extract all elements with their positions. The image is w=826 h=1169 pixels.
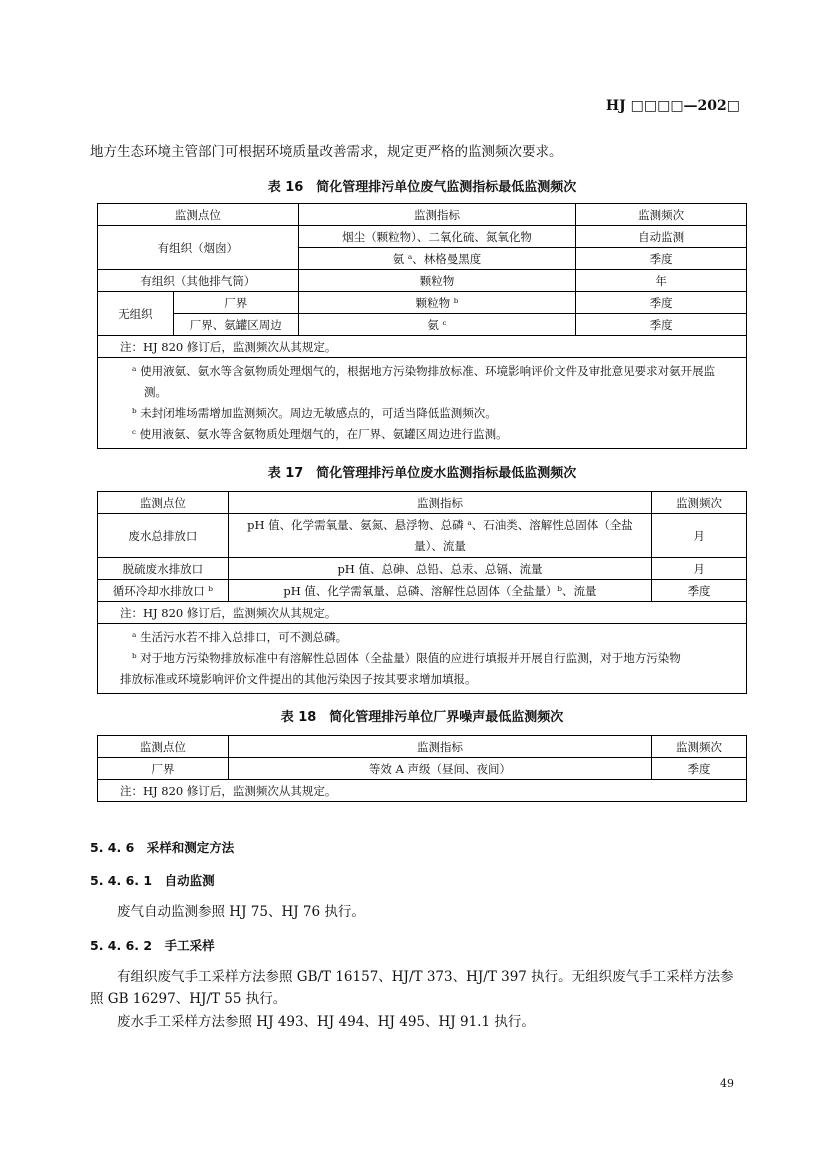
table-header-row: [98, 204, 747, 226]
header-cell: 监测点位: [98, 736, 229, 758]
frequency-cell: 月: [652, 558, 747, 580]
location-cell: 有组织（烟囱）: [98, 226, 299, 270]
table17: [97, 491, 747, 694]
frequency-cell: 年: [576, 270, 747, 292]
indicator-cell: 颗粒物 ᵇ: [298, 292, 576, 314]
table16-caption: 表 16 简化管理排污单位废气监测指标最低监测频次: [267, 180, 577, 195]
table-footnote-row: [98, 624, 747, 694]
frequency-cell: 月: [652, 514, 747, 558]
indicator-cell: 氨 ᵃ、林格曼黑度: [298, 248, 576, 270]
indicator-cell: pH 值、化学需氧量、总磷、溶解性总固体（全盐量）ᵇ、流量: [228, 580, 651, 602]
header-cell: 监测指标: [298, 204, 576, 226]
header-cell: 监测频次: [652, 492, 747, 514]
table-header-row: [98, 492, 747, 514]
section-heading-5-4-6-1: 5. 4. 6. 1 自动监测: [90, 873, 215, 888]
paragraph-manual-sampling-water: 废水手工采样方法参照 HJ 493、HJ 494、HJ 495、HJ 91.1 执行。: [117, 1014, 535, 1030]
sub-location-cell: 厂界: [173, 292, 298, 314]
table-header-row: [98, 736, 747, 758]
table-note: 注：HJ 820 修订后，监测频次从其规定。: [98, 336, 747, 358]
table-row: [98, 314, 747, 336]
table-note: 注：HJ 820 修订后，监测频次从其规定。: [98, 602, 747, 624]
location-cell: 脱硫废水排放口: [98, 558, 229, 580]
frequency-cell: 季度: [576, 292, 747, 314]
footnote-a: ᵃ 使用液氨、氨水等含氨物质处理烟气的，根据地方污染物排放标准、环境影响评价文件及审批意见要求对氨开展监测。: [132, 364, 716, 399]
indicator-cell: 氨 ᶜ: [298, 314, 576, 336]
table-footnotes: [98, 358, 747, 449]
footnote-a: ᵃ 生活污水若不排入总排口，可不测总磷。: [132, 630, 348, 644]
paragraph-manual-sampling-gas: 有组织废气手工采样方法参照 GB/T 16157、HJ/T 373、HJ/T 397 执行。无组织废气手工采样方法参照 GB 16297、HJ/T 55 执行。: [90, 969, 734, 1007]
table18: [97, 735, 747, 802]
indicator-cell: 烟尘（颗粒物）、二氧化硫、氮氧化物: [298, 226, 576, 248]
sub-location-cell: 厂界、氨罐区周边: [173, 314, 298, 336]
footnote-b-line1: ᵇ 对于地方污染物排放标准中有溶解性总固体（全盐量）限值的应进行填报并开展自行监测，对于地方污染物: [132, 651, 681, 665]
section-heading-5-4-6-2: 5. 4. 6. 2 手工采样: [90, 938, 215, 953]
paragraph-auto-monitoring: 废气自动监测参照 HJ 75、HJ 76 执行。: [117, 904, 365, 920]
header-cell: 监测指标: [228, 492, 651, 514]
table-note: 注：HJ 820 修订后，监测频次从其规定。: [98, 780, 747, 802]
table-row: [98, 226, 747, 248]
table-row: [98, 514, 747, 558]
table-footnotes: [98, 624, 747, 694]
table-row: [98, 292, 747, 314]
table16: [97, 203, 747, 449]
location-cell: 循环冷却水排放口 ᵇ: [98, 580, 229, 602]
page-number: 49: [720, 1077, 734, 1090]
section-heading-5-4-6: 5. 4. 6 采样和测定方法: [90, 840, 235, 855]
table-note-row: [98, 336, 747, 358]
table18-caption: 表 18 简化管理排污单位厂界噪声最低监测频次: [280, 710, 564, 725]
frequency-cell: 季度: [652, 580, 747, 602]
indicator-cell: pH 值、化学需氧量、氨氮、悬浮物、总磷 ᵃ、石油类、溶解性总固体（全盐量）、流量: [228, 514, 651, 558]
table-row: [98, 580, 747, 602]
footnote-b: ᵇ 未封闭堆场需增加监测频次。周边无敏感点的，可适当降低监测频次。: [132, 406, 497, 420]
intro-paragraph: 地方生态环境主管部门可根据环境质量改善需求，规定更严格的监测频次要求。: [90, 144, 563, 160]
table-note-row: [98, 602, 747, 624]
standard-header: HJ □□□□—202□: [605, 98, 740, 114]
table-note-row: [98, 780, 747, 802]
header-cell: 监测频次: [652, 736, 747, 758]
header-cell: 监测指标: [228, 736, 651, 758]
table-row: [98, 558, 747, 580]
frequency-cell: 季度: [576, 314, 747, 336]
table-footnote-row: [98, 358, 747, 449]
location-cell: 有组织（其他排气筒）: [98, 270, 299, 292]
footnote-b-line2: 排放标准或环境影响评价文件提出的其他污染因子按其要求增加填报。: [120, 672, 477, 686]
indicator-cell: 等效 A 声级（昼间、夜间）: [228, 758, 651, 780]
location-cell: 废水总排放口: [98, 514, 229, 558]
table17-caption: 表 17 简化管理排污单位废水监测指标最低监测频次: [267, 466, 577, 481]
table-row: [98, 270, 747, 292]
frequency-cell: 自动监测: [576, 226, 747, 248]
footnote-c: ᶜ 使用液氨、氨水等含氨物质处理烟气的，在厂界、氨罐区周边进行监测。: [132, 427, 508, 441]
header-cell: 监测点位: [98, 492, 229, 514]
header-cell: 监测点位: [98, 204, 299, 226]
frequency-cell: 季度: [652, 758, 747, 780]
header-cell: 监测频次: [576, 204, 747, 226]
indicator-cell: 颗粒物: [298, 270, 576, 292]
location-cell: 厂界: [98, 758, 229, 780]
table-row: [98, 758, 747, 780]
indicator-cell: pH 值、总砷、总铅、总汞、总镉、流量: [228, 558, 651, 580]
location-cell: 无组织: [98, 292, 174, 336]
frequency-cell: 季度: [576, 248, 747, 270]
